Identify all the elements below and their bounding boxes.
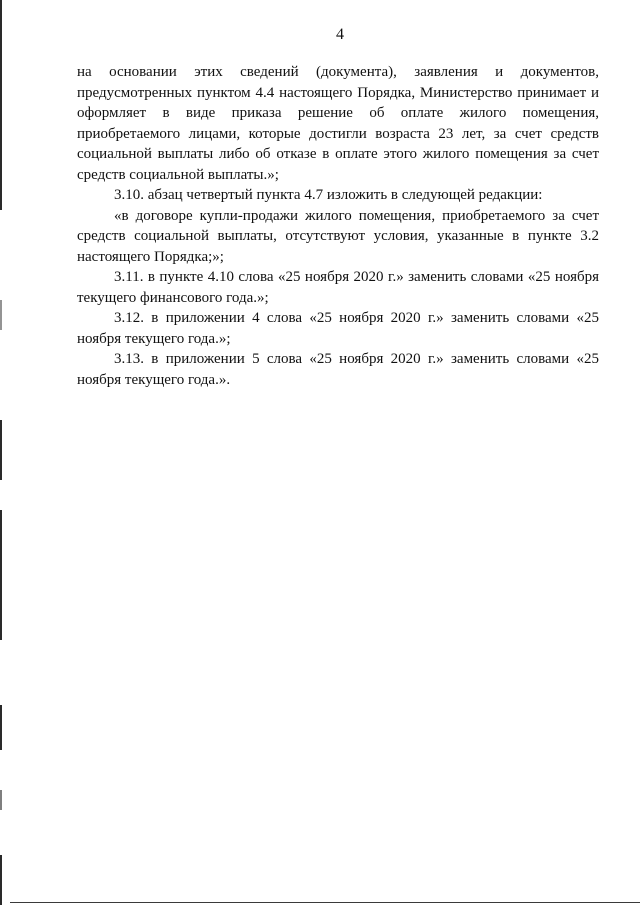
document-body: [77, 62, 599, 390]
scan-bottom-line: [10, 902, 640, 903]
scan-edge-mark: [0, 855, 2, 905]
paragraph-3-10: 3.10. абзац четвертый пункта 4.7 изложить в следующей редакции:: [114, 187, 543, 203]
paragraph-1: на основании этих сведений (документа), заявления и документов, предусмотренных пунктом 4.4 настоящего Порядка, Министерство принимает и оформляет в виде приказа решение об оплате жилого помещения, приобретаемого лицами, которые достигли возраста 23 лет, за счет средств социальной выплаты либо об отказе в оплате этого жилого помещения за счет средств социальной выплаты.»;: [77, 64, 599, 183]
paragraph-quote: «в договоре купли-продажи жилого помещения, приобретаемого за счет средств социальной выплаты, отсутствуют условия, указанные в пункте 3.2 настоящего Порядка;»;: [77, 207, 599, 265]
scan-edge-mark: [0, 300, 2, 330]
paragraph-3-13: 3.13. в приложении 5 слова «25 ноября 2020 г.» заменить словами «25 ноября текущего года.».: [77, 351, 599, 388]
scan-edge-mark: [0, 420, 2, 480]
scan-edge-mark: [0, 705, 2, 750]
scan-edge-mark: [0, 510, 2, 640]
paragraph-3-12: 3.12. в приложении 4 слова «25 ноября 2020 г.» заменить словами «25 ноября текущего года.»;: [77, 310, 599, 347]
paragraph-3-11: 3.11. в пункте 4.10 слова «25 ноября 2020 г.» заменить словами «25 ноября текущего финансового года.»;: [77, 269, 599, 306]
page-number: 4: [336, 26, 344, 43]
scan-edge-mark: [0, 790, 2, 810]
scan-edge-mark: [0, 0, 2, 210]
